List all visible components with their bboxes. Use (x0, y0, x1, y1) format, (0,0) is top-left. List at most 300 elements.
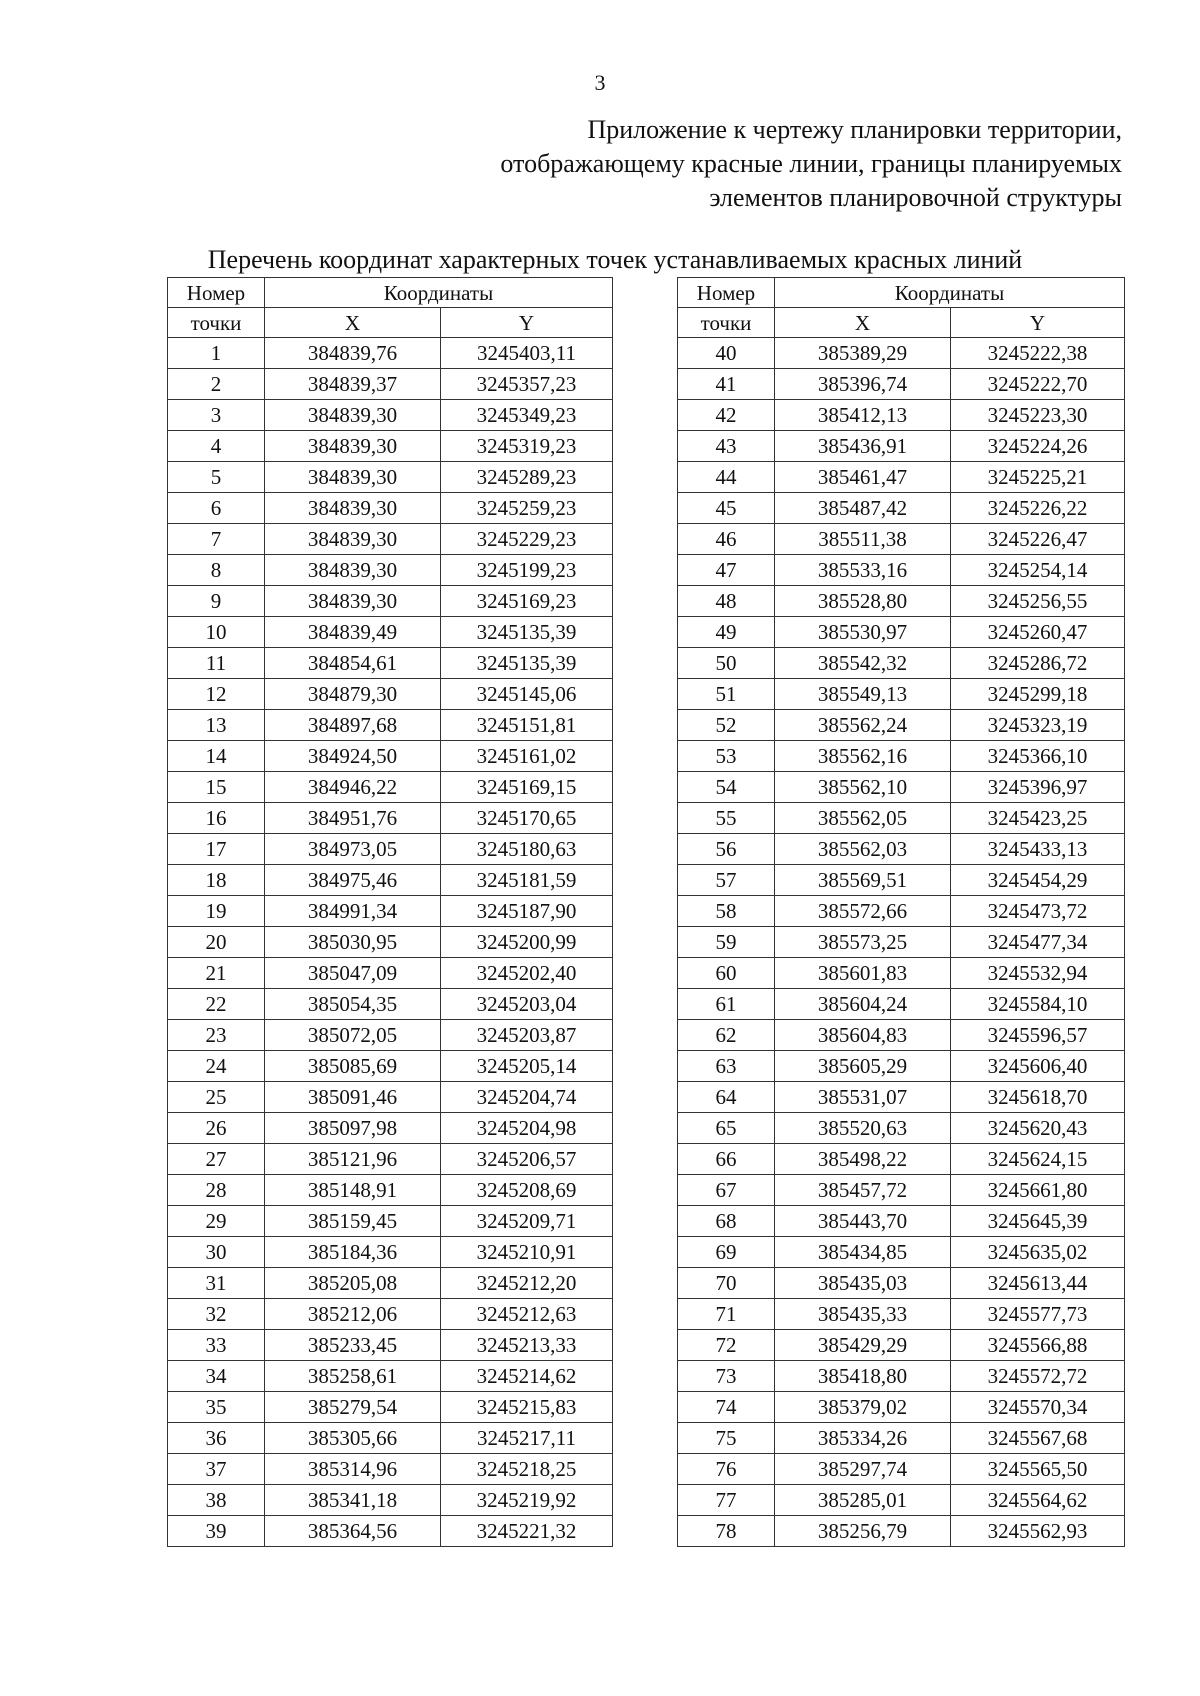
coordinate-y-cell: 3245135,39 (441, 617, 613, 648)
point-number-cell: 36 (168, 1423, 265, 1454)
coordinate-x-cell: 385604,83 (775, 1020, 951, 1051)
coordinate-y-cell: 3245645,39 (951, 1206, 1125, 1237)
coordinate-x-cell: 384839,30 (265, 400, 441, 431)
coordinates-table-right (677, 277, 1125, 1547)
point-number-cell: 55 (678, 803, 775, 834)
table-row (168, 555, 613, 586)
table-row (168, 1082, 613, 1113)
coordinate-x-cell: 384951,76 (265, 803, 441, 834)
table-row (678, 1082, 1125, 1113)
coordinate-y-cell: 3245567,68 (951, 1423, 1125, 1454)
coordinate-x-cell: 385314,96 (265, 1454, 441, 1485)
coordinate-y-cell: 3245222,38 (951, 338, 1125, 369)
coordinate-x-cell: 384839,30 (265, 524, 441, 555)
point-number-cell: 19 (168, 896, 265, 927)
table-row (678, 462, 1125, 493)
coordinate-y-cell: 3245170,65 (441, 803, 613, 834)
coordinate-y-cell: 3245210,91 (441, 1237, 613, 1268)
table-row (168, 1206, 613, 1237)
point-number-cell: 61 (678, 989, 775, 1020)
point-number-cell: 3 (168, 400, 265, 431)
point-number-cell: 39 (168, 1516, 265, 1547)
point-number-cell: 60 (678, 958, 775, 989)
table-row (678, 648, 1125, 679)
coordinate-y-cell: 3245204,74 (441, 1082, 613, 1113)
point-number-cell: 26 (168, 1113, 265, 1144)
point-number-cell: 1 (168, 338, 265, 369)
coordinate-y-cell: 3245169,23 (441, 586, 613, 617)
table-row (168, 617, 613, 648)
table-row (678, 989, 1125, 1020)
coordinate-x-cell: 385212,06 (265, 1299, 441, 1330)
table-row (678, 1020, 1125, 1051)
point-number-cell: 75 (678, 1423, 775, 1454)
point-number-cell: 71 (678, 1299, 775, 1330)
coordinate-x-cell: 385436,91 (775, 431, 951, 462)
coordinate-x-cell: 385572,66 (775, 896, 951, 927)
point-number-cell: 33 (168, 1330, 265, 1361)
point-number-cell: 52 (678, 710, 775, 741)
coordinate-x-cell: 385258,61 (265, 1361, 441, 1392)
table-row (168, 338, 613, 369)
coordinate-y-cell: 3245226,22 (951, 493, 1125, 524)
table-row (678, 1423, 1125, 1454)
coordinate-y-cell: 3245161,02 (441, 741, 613, 772)
table-row (168, 772, 613, 803)
point-number-cell: 59 (678, 927, 775, 958)
table-row (168, 400, 613, 431)
coordinate-x-cell: 385542,32 (775, 648, 951, 679)
header-y: Y (951, 308, 1125, 338)
table-row (678, 1051, 1125, 1082)
coordinate-y-cell: 3245624,15 (951, 1144, 1125, 1175)
point-number-cell: 14 (168, 741, 265, 772)
table-row (678, 1237, 1125, 1268)
table-row (168, 803, 613, 834)
point-number-cell: 32 (168, 1299, 265, 1330)
coordinate-y-cell: 3245212,20 (441, 1268, 613, 1299)
header-point-number-2: точки (168, 308, 265, 338)
table-row (678, 555, 1125, 586)
table-row (168, 865, 613, 896)
point-number-cell: 37 (168, 1454, 265, 1485)
table-row (678, 803, 1125, 834)
point-number-cell: 21 (168, 958, 265, 989)
table-row (678, 1330, 1125, 1361)
coordinate-x-cell: 385562,16 (775, 741, 951, 772)
coordinate-y-cell: 3245635,02 (951, 1237, 1125, 1268)
coordinate-y-cell: 3245454,29 (951, 865, 1125, 896)
point-number-cell: 65 (678, 1113, 775, 1144)
table-row (168, 1268, 613, 1299)
coordinate-y-cell: 3245473,72 (951, 896, 1125, 927)
point-number-cell: 63 (678, 1051, 775, 1082)
coordinate-x-cell: 385520,63 (775, 1113, 951, 1144)
coordinate-x-cell: 385457,72 (775, 1175, 951, 1206)
point-number-cell: 53 (678, 741, 775, 772)
coordinate-y-cell: 3245205,14 (441, 1051, 613, 1082)
coordinate-y-cell: 3245349,23 (441, 400, 613, 431)
coordinate-x-cell: 384991,34 (265, 896, 441, 927)
point-number-cell: 5 (168, 462, 265, 493)
point-number-cell: 66 (678, 1144, 775, 1175)
coordinate-y-cell: 3245213,33 (441, 1330, 613, 1361)
coordinate-y-cell: 3245203,04 (441, 989, 613, 1020)
table-row (678, 1175, 1125, 1206)
table-row (678, 1454, 1125, 1485)
point-number-cell: 67 (678, 1175, 775, 1206)
coordinate-y-cell: 3245562,93 (951, 1516, 1125, 1547)
coordinate-x-cell: 385389,29 (775, 338, 951, 369)
point-number-cell: 25 (168, 1082, 265, 1113)
table-body-right (678, 338, 1125, 1547)
coordinate-y-cell: 3245200,99 (441, 927, 613, 958)
point-number-cell: 64 (678, 1082, 775, 1113)
table-row (678, 772, 1125, 803)
point-number-cell: 44 (678, 462, 775, 493)
table-row (678, 524, 1125, 555)
coordinate-y-cell: 3245222,70 (951, 369, 1125, 400)
coordinate-x-cell: 385233,45 (265, 1330, 441, 1361)
coordinate-x-cell: 384839,30 (265, 431, 441, 462)
point-number-cell: 58 (678, 896, 775, 927)
coordinate-y-cell: 3245226,47 (951, 524, 1125, 555)
coordinate-y-cell: 3245596,57 (951, 1020, 1125, 1051)
coordinate-y-cell: 3245181,59 (441, 865, 613, 896)
coordinate-y-cell: 3245403,11 (441, 338, 613, 369)
coordinate-y-cell: 3245256,55 (951, 586, 1125, 617)
point-number-cell: 46 (678, 524, 775, 555)
table-row (168, 927, 613, 958)
point-number-cell: 73 (678, 1361, 775, 1392)
header-point-number-2: точки (678, 308, 775, 338)
point-number-cell: 8 (168, 555, 265, 586)
coordinate-y-cell: 3245286,72 (951, 648, 1125, 679)
coordinate-x-cell: 385569,51 (775, 865, 951, 896)
coordinate-x-cell: 385297,74 (775, 1454, 951, 1485)
table-row (168, 1299, 613, 1330)
coordinate-x-cell: 385562,24 (775, 710, 951, 741)
coordinate-y-cell: 3245570,34 (951, 1392, 1125, 1423)
table-row (678, 1299, 1125, 1330)
coordinate-y-cell: 3245214,62 (441, 1361, 613, 1392)
table-row (678, 369, 1125, 400)
point-number-cell: 62 (678, 1020, 775, 1051)
point-number-cell: 68 (678, 1206, 775, 1237)
coordinate-y-cell: 3245169,15 (441, 772, 613, 803)
table-row (168, 834, 613, 865)
coordinate-x-cell: 385047,09 (265, 958, 441, 989)
coordinate-y-cell: 3245577,73 (951, 1299, 1125, 1330)
table-row (678, 834, 1125, 865)
coordinate-y-cell: 3245423,25 (951, 803, 1125, 834)
coordinate-y-cell: 3245145,06 (441, 679, 613, 710)
point-number-cell: 76 (678, 1454, 775, 1485)
coordinate-x-cell: 385562,03 (775, 834, 951, 865)
point-number-cell: 54 (678, 772, 775, 803)
coordinates-table-left (167, 277, 613, 1547)
point-number-cell: 70 (678, 1268, 775, 1299)
table-row (678, 865, 1125, 896)
coordinate-x-cell: 385530,97 (775, 617, 951, 648)
table-row (168, 369, 613, 400)
point-number-cell: 74 (678, 1392, 775, 1423)
coordinate-y-cell: 3245254,14 (951, 555, 1125, 586)
coordinate-y-cell: 3245613,44 (951, 1268, 1125, 1299)
table-row (168, 493, 613, 524)
table-row (168, 524, 613, 555)
point-number-cell: 34 (168, 1361, 265, 1392)
coordinate-y-cell: 3245584,10 (951, 989, 1125, 1020)
coordinate-y-cell: 3245260,47 (951, 617, 1125, 648)
point-number-cell: 17 (168, 834, 265, 865)
point-number-cell: 38 (168, 1485, 265, 1516)
coordinate-x-cell: 385412,13 (775, 400, 951, 431)
coordinate-x-cell: 385279,54 (265, 1392, 441, 1423)
coordinate-x-cell: 384879,30 (265, 679, 441, 710)
coordinate-y-cell: 3245224,26 (951, 431, 1125, 462)
coordinate-x-cell: 385364,56 (265, 1516, 441, 1547)
coordinate-x-cell: 385461,47 (775, 462, 951, 493)
table-row (678, 1113, 1125, 1144)
point-number-cell: 18 (168, 865, 265, 896)
point-number-cell: 35 (168, 1392, 265, 1423)
coordinate-x-cell: 385549,13 (775, 679, 951, 710)
point-number-cell: 56 (678, 834, 775, 865)
coordinate-x-cell: 385341,18 (265, 1485, 441, 1516)
coordinate-x-cell: 385256,79 (775, 1516, 951, 1547)
coordinate-x-cell: 385148,91 (265, 1175, 441, 1206)
coordinate-x-cell: 384897,68 (265, 710, 441, 741)
point-number-cell: 2 (168, 369, 265, 400)
point-number-cell: 22 (168, 989, 265, 1020)
point-number-cell: 4 (168, 431, 265, 462)
coordinate-x-cell: 385334,26 (775, 1423, 951, 1454)
point-number-cell: 28 (168, 1175, 265, 1206)
table-row (168, 1485, 613, 1516)
coordinate-y-cell: 3245208,69 (441, 1175, 613, 1206)
coordinate-x-cell: 384839,76 (265, 338, 441, 369)
coordinate-x-cell: 385085,69 (265, 1051, 441, 1082)
coordinate-y-cell: 3245206,57 (441, 1144, 613, 1175)
table-row (168, 1330, 613, 1361)
table-row (168, 1454, 613, 1485)
coordinate-x-cell: 385379,02 (775, 1392, 951, 1423)
coordinate-x-cell: 385562,10 (775, 772, 951, 803)
table-row (168, 431, 613, 462)
coordinate-x-cell: 385435,33 (775, 1299, 951, 1330)
coordinate-y-cell: 3245180,63 (441, 834, 613, 865)
table-row (168, 1144, 613, 1175)
coordinate-y-cell: 3245199,23 (441, 555, 613, 586)
appendix-note-line-2: отображающему красные линии, границы планируемых (500, 149, 1122, 178)
table-row (168, 1361, 613, 1392)
header-coordinates: Координаты (775, 278, 1125, 308)
coordinate-y-cell: 3245532,94 (951, 958, 1125, 989)
coordinate-y-cell: 3245151,81 (441, 710, 613, 741)
coordinate-y-cell: 3245606,40 (951, 1051, 1125, 1082)
table-row (678, 1392, 1125, 1423)
table-row (168, 989, 613, 1020)
coordinate-y-cell: 3245433,13 (951, 834, 1125, 865)
point-number-cell: 23 (168, 1020, 265, 1051)
table-row (678, 741, 1125, 772)
coordinate-x-cell: 384946,22 (265, 772, 441, 803)
coordinate-y-cell: 3245209,71 (441, 1206, 613, 1237)
coordinate-y-cell: 3245221,32 (441, 1516, 613, 1547)
coordinate-x-cell: 384839,30 (265, 493, 441, 524)
table-row (168, 958, 613, 989)
coordinate-x-cell: 385487,42 (775, 493, 951, 524)
table-row (678, 679, 1125, 710)
point-number-cell: 49 (678, 617, 775, 648)
coordinate-y-cell: 3245564,62 (951, 1485, 1125, 1516)
point-number-cell: 16 (168, 803, 265, 834)
header-point-number: Номер (678, 278, 775, 308)
appendix-note-line-1: Приложение к чертежу планировки территории, (587, 115, 1122, 144)
coordinate-x-cell: 385072,05 (265, 1020, 441, 1051)
coordinate-x-cell: 385533,16 (775, 555, 951, 586)
table-row (168, 462, 613, 493)
coordinate-y-cell: 3245477,34 (951, 927, 1125, 958)
point-number-cell: 51 (678, 679, 775, 710)
point-number-cell: 45 (678, 493, 775, 524)
table-row (678, 1485, 1125, 1516)
coordinate-x-cell: 385562,05 (775, 803, 951, 834)
point-number-cell: 9 (168, 586, 265, 617)
header-coordinates: Координаты (265, 278, 613, 308)
point-number-cell: 7 (168, 524, 265, 555)
coordinate-x-cell: 384839,30 (265, 555, 441, 586)
coordinate-x-cell: 385396,74 (775, 369, 951, 400)
point-number-cell: 42 (678, 400, 775, 431)
coordinate-y-cell: 3245225,21 (951, 462, 1125, 493)
coordinate-x-cell: 385511,38 (775, 524, 951, 555)
coordinate-y-cell: 3245219,92 (441, 1485, 613, 1516)
coordinate-y-cell: 3245135,39 (441, 648, 613, 679)
point-number-cell: 13 (168, 710, 265, 741)
table-row (168, 1392, 613, 1423)
point-number-cell: 40 (678, 338, 775, 369)
coordinate-y-cell: 3245187,90 (441, 896, 613, 927)
table-row (168, 648, 613, 679)
coordinate-x-cell: 385205,08 (265, 1268, 441, 1299)
coordinate-x-cell: 385573,25 (775, 927, 951, 958)
table-row (168, 1051, 613, 1082)
coordinate-x-cell: 385285,01 (775, 1485, 951, 1516)
point-number-cell: 43 (678, 431, 775, 462)
appendix-note-line-3: элементов планировочной структуры (709, 183, 1122, 212)
coordinate-x-cell: 385434,85 (775, 1237, 951, 1268)
coordinate-x-cell: 385418,80 (775, 1361, 951, 1392)
table-row (168, 741, 613, 772)
table-title: Перечень координат характерных точек устанавливаемых красных линий (207, 245, 1023, 274)
coordinate-x-cell: 385097,98 (265, 1113, 441, 1144)
point-number-cell: 48 (678, 586, 775, 617)
coordinate-x-cell: 385605,29 (775, 1051, 951, 1082)
appendix-note (362, 113, 1122, 215)
table-row (168, 896, 613, 927)
page-number: 3 (594, 70, 606, 95)
coordinate-y-cell: 3245319,23 (441, 431, 613, 462)
coordinate-y-cell: 3245565,50 (951, 1454, 1125, 1485)
point-number-cell: 6 (168, 493, 265, 524)
table-body-left (168, 338, 613, 1547)
table-row (678, 493, 1125, 524)
point-number-cell: 20 (168, 927, 265, 958)
table-row (168, 679, 613, 710)
point-number-cell: 69 (678, 1237, 775, 1268)
coordinate-x-cell: 385121,96 (265, 1144, 441, 1175)
coordinate-y-cell: 3245203,87 (441, 1020, 613, 1051)
coordinate-x-cell: 385531,07 (775, 1082, 951, 1113)
coordinate-y-cell: 3245223,30 (951, 400, 1125, 431)
coordinate-y-cell: 3245366,10 (951, 741, 1125, 772)
coordinate-y-cell: 3245215,83 (441, 1392, 613, 1423)
coordinate-y-cell: 3245202,40 (441, 958, 613, 989)
point-number-cell: 47 (678, 555, 775, 586)
point-number-cell: 77 (678, 1485, 775, 1516)
point-number-cell: 41 (678, 369, 775, 400)
table-row (168, 1113, 613, 1144)
table-row (168, 586, 613, 617)
point-number-cell: 50 (678, 648, 775, 679)
coordinate-x-cell: 384839,30 (265, 586, 441, 617)
coordinate-x-cell: 384839,37 (265, 369, 441, 400)
table-row (168, 1516, 613, 1547)
coordinate-x-cell: 385601,83 (775, 958, 951, 989)
coordinate-x-cell: 385435,03 (775, 1268, 951, 1299)
coordinate-x-cell: 385498,22 (775, 1144, 951, 1175)
table-row (168, 710, 613, 741)
coordinate-y-cell: 3245289,23 (441, 462, 613, 493)
table-row (678, 617, 1125, 648)
point-number-cell: 30 (168, 1237, 265, 1268)
point-number-cell: 11 (168, 648, 265, 679)
point-number-cell: 29 (168, 1206, 265, 1237)
coordinate-x-cell: 385528,80 (775, 586, 951, 617)
coordinate-x-cell: 384854,61 (265, 648, 441, 679)
header-y: Y (441, 308, 613, 338)
coordinate-y-cell: 3245229,23 (441, 524, 613, 555)
point-number-cell: 12 (168, 679, 265, 710)
table-row (678, 400, 1125, 431)
table-row (168, 1020, 613, 1051)
coordinate-y-cell: 3245323,19 (951, 710, 1125, 741)
coordinate-x-cell: 385030,95 (265, 927, 441, 958)
coordinate-x-cell: 385604,24 (775, 989, 951, 1020)
coordinate-y-cell: 3245299,18 (951, 679, 1125, 710)
point-number-cell: 10 (168, 617, 265, 648)
coordinate-x-cell: 384839,49 (265, 617, 441, 648)
header-x: X (265, 308, 441, 338)
coordinate-x-cell: 384973,05 (265, 834, 441, 865)
point-number-cell: 31 (168, 1268, 265, 1299)
coordinate-y-cell: 3245566,88 (951, 1330, 1125, 1361)
header-point-number: Номер (168, 278, 265, 308)
table-row (678, 1516, 1125, 1547)
coordinate-x-cell: 385443,70 (775, 1206, 951, 1237)
table-row (168, 1237, 613, 1268)
coordinate-y-cell: 3245217,11 (441, 1423, 613, 1454)
coordinate-y-cell: 3245218,25 (441, 1454, 613, 1485)
table-row (678, 958, 1125, 989)
table-row (678, 1206, 1125, 1237)
coordinate-y-cell: 3245396,97 (951, 772, 1125, 803)
table-row (678, 1361, 1125, 1392)
coordinate-x-cell: 385429,29 (775, 1330, 951, 1361)
table-row (678, 1268, 1125, 1299)
